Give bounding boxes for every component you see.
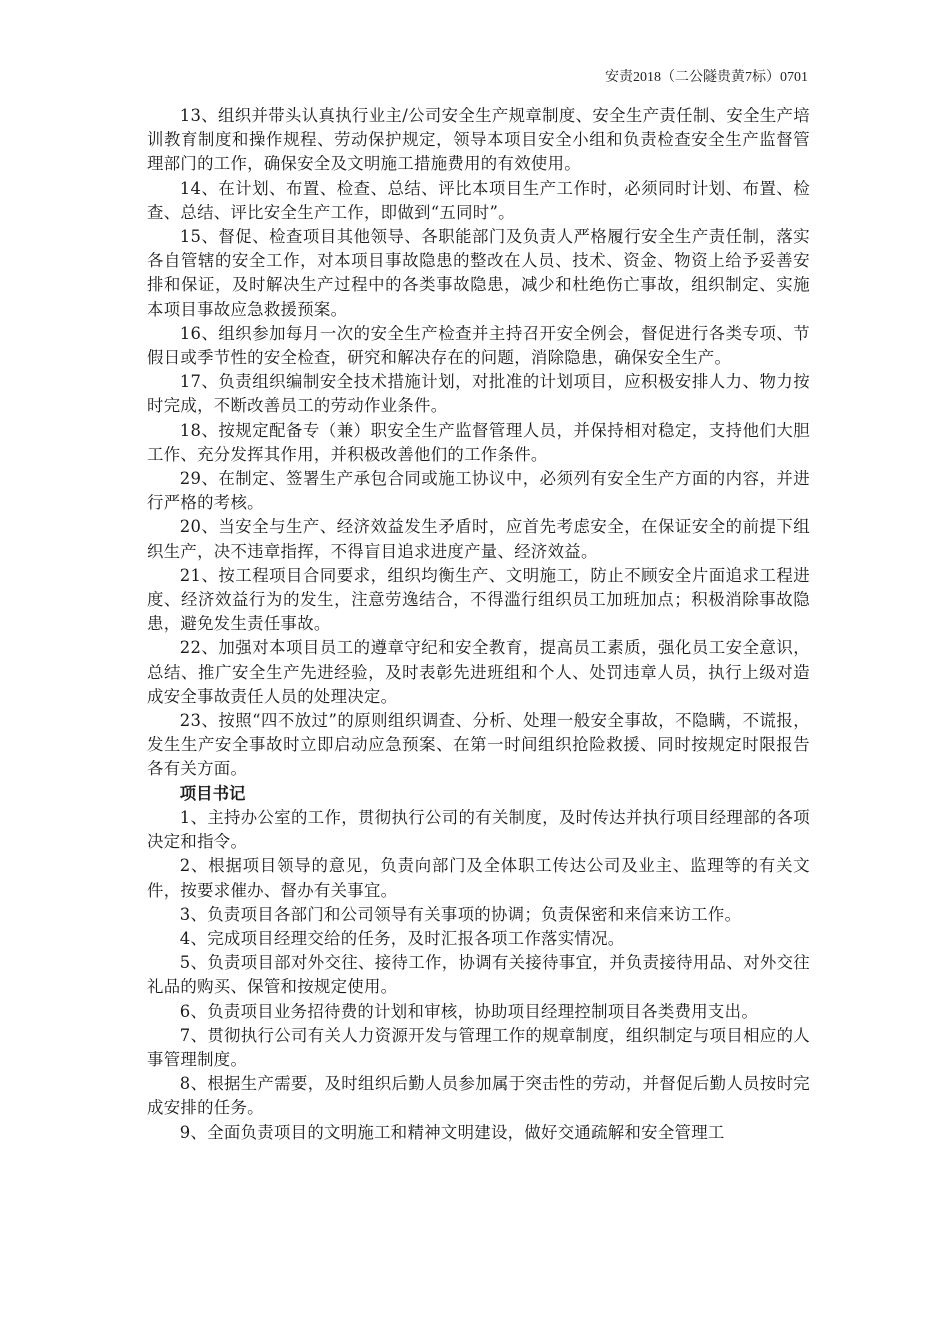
paragraph: 6、负责项目业务招待费的计划和审核，协助项目经理控制项目各类费用支出。: [179, 1001, 759, 1021]
paragraph: 1、主持办公室的工作，贯彻执行公司的有关制度，及时传达并执行项目经理部的各项决定和指令。: [147, 807, 810, 852]
paragraph: 22、加强对本项目员工的遵章守纪和安全教育，提高员工素质，强化员工安全意识，总结、推广安全生产先进经验，及时表彰先进班组和个人、处罚违章人员，执行上级对造成安全事故责任人员的处理决定。: [147, 638, 810, 706]
section-title: 项目书记: [179, 783, 246, 803]
paragraph: 13、组织并带头认真执行业主/公司安全生产规章制度、安全生产责任制、安全生产培训教育制度和操作规程、劳动保护规定，领导本项目安全小组和负责检查安全生产监督管理部门的工作，确保安全及文明施工措施费用的有效使用。: [147, 106, 810, 174]
paragraph: 5、负责项目部对外交往、接待工作，协调有关接待事宜，并负责接待用品、对外交往礼品的购买、保管和按规定使用。: [147, 953, 810, 997]
section-project-manager: [147, 104, 810, 782]
paragraph: 23、按照“四不放过”的原则组织调查、分析、处理一般安全事故，不隐瞒，不谎报，发生生产安全事故时立即启动应急预案、在第一时间组织抢险救援、同时按规定时限报告各有关方面。: [147, 711, 810, 779]
paragraph: 8、根据生产需要，及时组织后勤人员参加属于突击性的劳动，并督促后勤人员按时完成安排的任务。: [147, 1074, 810, 1118]
paragraph: 14、在计划、布置、检查、总结、评比本项目生产工作时，必须同时计划、布置、检查、总结、评比安全生产工作，即做到“五同时”。: [147, 178, 810, 222]
paragraph: 7、贯彻执行公司有关人力资源开发与管理工作的规章制度，组织制定与项目相应的人事管理制度。: [147, 1025, 810, 1069]
paragraph: 4、完成项目经理交给的任务，及时汇报各项工作落实情况。: [179, 928, 625, 948]
paragraph: 16、组织参加每月一次的安全生产检查并主持召开安全例会，督促进行各类专项、节假日或季节性的安全检查，研究和解决存在的问题，消除隐患，确保安全生产。: [147, 323, 810, 368]
paragraph: 2、根据项目领导的意见，负责向部门及全体职工传达公司及业主、监理等的有关文件，按要求催办、督办有关事宜。: [147, 856, 810, 900]
document-body: [147, 104, 810, 1145]
paragraph: 17、负责组织编制安全技术措施计划，对批准的计划项目，应积极安排人力、物力按时完成，不断改善员工的劳动作业条件。: [147, 372, 810, 416]
paragraph: 9、全面负责项目的文明施工和精神文明建设，做好交通疏解和安全管理工: [179, 1122, 725, 1142]
paragraph: 15、督促、检查项目其他领导、各职能部门及负责人严格履行安全生产责任制，落实各自管辖的安全工作，对本项目事故隐患的整改在人员、技术、资金、物资上给予妥善安排和保证，及时解决生产过程中的各类事故隐患，减少和杜绝伤亡事故，组织制定、实施本项目事故应急救援预案。: [147, 227, 810, 319]
paragraph: 29、在制定、签署生产承包合同或施工协议中，必须列有安全生产方面的内容，并进行严格的考核。: [147, 469, 810, 513]
document-code-header: 安责2018（二公隧贵黄7标）0701: [605, 70, 808, 85]
paragraph: 3、负责项目各部门和公司领导有关事项的协调；负责保密和来信来访工作。: [179, 904, 742, 924]
paragraph: 18、按规定配备专（兼）职安全生产监督管理人员，并保持相对稳定，支持他们大胆工作、充分发挥其作用，并积极改善他们的工作条件。: [147, 420, 810, 464]
section-project-secretary: [147, 782, 810, 1145]
paragraph: 20、当安全与生产、经济效益发生矛盾时，应首先考虑安全，在保证安全的前提下组织生产，决不违章指挥，不得盲目追求进度产量、经济效益。: [147, 517, 810, 561]
paragraph: 21、按工程项目合同要求，组织均衡生产、文明施工，防止不顾安全片面追求工程进度、经济效益行为的发生，注意劳逸结合，不得滥行组织员工加班加点；积极消除事故隐患，避免发生责任事故。: [147, 565, 810, 634]
